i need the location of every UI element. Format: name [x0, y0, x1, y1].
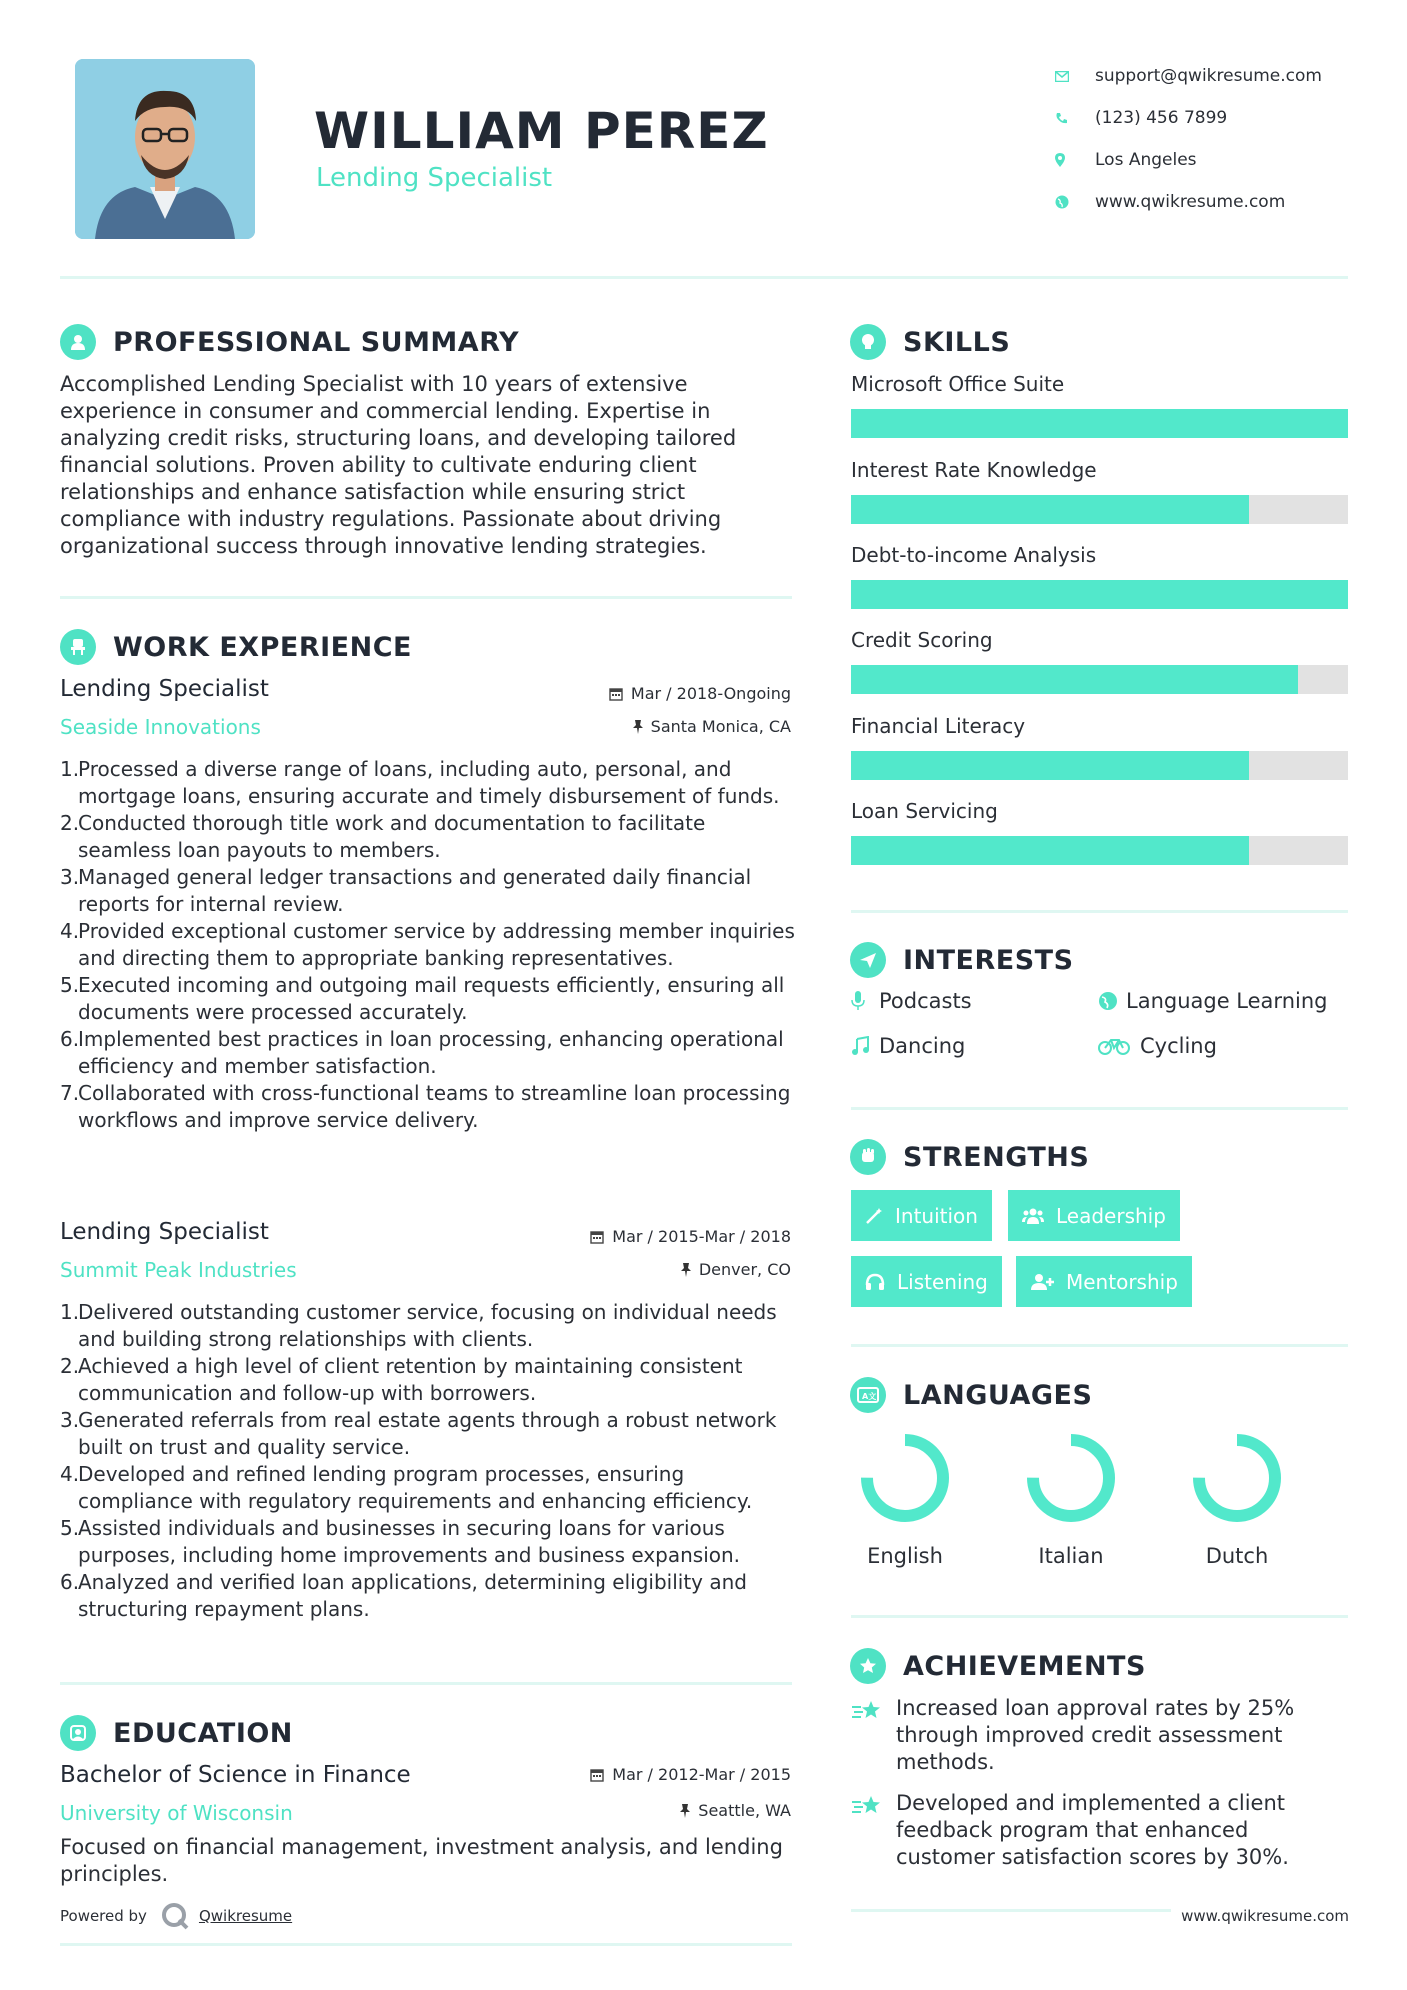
star-badge-icon [850, 1648, 886, 1684]
shooting-star-icon [851, 1695, 896, 1776]
svg-text:A文: A文 [862, 1392, 877, 1401]
skill-bar-fill [851, 495, 1249, 524]
skill-bar-fill [851, 580, 1348, 609]
languages-title: LANGUAGES [903, 1379, 1093, 1411]
header-divider [60, 276, 1348, 279]
experience-divider [60, 1682, 792, 1685]
job-2-company: Summit Peak Industries [60, 1258, 297, 1282]
list-item: 5. Assisted individuals and businesses in securing loans for various purposes, including home improvements and business expansion. [60, 1516, 741, 1567]
user-plus-icon [1030, 1273, 1054, 1291]
job-1-location-text: Santa Monica, CA [650, 717, 791, 736]
list-item: 6. Analyzed and verified loan applications, determining eligibility and structuring repayment plans. [60, 1570, 747, 1621]
pushpin-icon [633, 720, 643, 734]
interest-podcasts [851, 989, 972, 1013]
job-1-title: Lending Specialist [60, 676, 269, 702]
language-ring-arc [1199, 1440, 1275, 1516]
job-2-dates [491, 1227, 791, 1246]
education-location [491, 1801, 791, 1820]
skills-divider [851, 910, 1348, 913]
pushpin-icon [680, 1804, 690, 1818]
skill-label: Credit Scoring [851, 628, 993, 652]
achievement-item [851, 1790, 1321, 1871]
job-1-company: Seaside Innovations [60, 715, 261, 739]
powered-by-brand-link[interactable]: Qwikresume [198, 1907, 293, 1925]
achievement-text: Increased loan approval rates by 25% through improved credit assessment methods. [896, 1696, 1295, 1774]
language-dutch [1182, 1430, 1292, 1568]
skill-bar [851, 409, 1348, 438]
skill-bar-fill [851, 836, 1249, 865]
education-location-text: Seattle, WA [698, 1801, 791, 1820]
skill-bar-fill [851, 665, 1298, 694]
calendar-icon [590, 1768, 604, 1782]
degree: Bachelor of Science in Finance [60, 1762, 411, 1788]
job-2-location [491, 1260, 791, 1279]
footer-divider [60, 1943, 792, 1946]
qwikresume-logo-icon [159, 1900, 191, 1932]
languages-divider [851, 1615, 1348, 1618]
contact-phone-text: (123) 456 7899 [1095, 108, 1228, 128]
summary-title: PROFESSIONAL SUMMARY [113, 326, 520, 358]
skill-bar-fill [851, 409, 1348, 438]
skill-bar [851, 495, 1348, 524]
interests-heading [850, 942, 1074, 978]
calendar-icon [590, 1230, 604, 1244]
strength-chip-mentorship [1016, 1256, 1192, 1307]
language-ring-arc [867, 1440, 943, 1516]
globe-icon [1098, 991, 1126, 1011]
education-title: EDUCATION [113, 1717, 293, 1749]
skill-label: Interest Rate Knowledge [851, 458, 1097, 482]
strength-chip-listening [851, 1256, 1002, 1307]
strength-label: Leadership [1056, 1203, 1166, 1228]
language-label: Dutch [1205, 1544, 1269, 1568]
music-note-icon [851, 1036, 879, 1056]
strengths-heading [850, 1139, 1089, 1175]
headphones-icon [865, 1273, 885, 1291]
skills-title: SKILLS [903, 326, 1011, 358]
list-item: 1. Delivered outstanding customer service, focusing on individual needs and building strong relationships with clients. [60, 1300, 777, 1351]
job-1-dates [491, 684, 791, 703]
powered-by-label: Powered by [60, 1907, 147, 1925]
skill-bar [851, 751, 1348, 780]
bicycle-icon [1098, 1037, 1140, 1055]
interest-label: Language Learning [1126, 989, 1328, 1013]
achievements-title: ACHIEVEMENTS [903, 1650, 1146, 1682]
experience-title: WORK EXPERIENCE [113, 631, 412, 663]
language-ring [1189, 1430, 1285, 1526]
language-ring [857, 1430, 953, 1526]
microphone-icon [851, 991, 879, 1011]
job-2-title: Lending Specialist [60, 1219, 269, 1245]
graduate-icon [60, 1715, 96, 1751]
education-dates-text: Mar / 2012-Mar / 2015 [612, 1765, 791, 1784]
profile-photo [75, 59, 255, 239]
strength-label: Listening [897, 1269, 988, 1294]
paper-plane-icon [850, 942, 886, 978]
experience-heading [60, 629, 412, 665]
language-label: English [867, 1544, 943, 1568]
language-label: Italian [1038, 1544, 1104, 1568]
achievements-divider [851, 1909, 1171, 1912]
interest-label: Cycling [1140, 1034, 1217, 1058]
phone-icon [1055, 112, 1095, 125]
list-item: 3. Managed general ledger transactions and generated daily financial reports for internal review. [60, 865, 752, 916]
contact-phone[interactable] [1055, 97, 1385, 139]
interest-label: Podcasts [879, 989, 972, 1013]
strengths-title: STRENGTHS [903, 1141, 1090, 1173]
job-1-location [491, 717, 791, 736]
list-item: 2. Conducted thorough title work and documentation to facilitate seamless loan payouts to members. [60, 811, 706, 862]
shooting-star-icon [851, 1790, 896, 1871]
avatar-illustration [75, 59, 255, 239]
job-2-bullets [60, 1299, 796, 1623]
contact-email[interactable] [1055, 55, 1385, 97]
skill-bar [851, 580, 1348, 609]
contact-email-text: support@qwikresume.com [1095, 66, 1322, 86]
language-ring [1023, 1430, 1119, 1526]
contact-location [1055, 139, 1385, 181]
calendar-icon [609, 687, 623, 701]
interests-title: INTERESTS [903, 944, 1074, 976]
achievement-item [851, 1695, 1321, 1776]
footer-website-link[interactable]: www.qwikresume.com [1181, 1907, 1349, 1925]
interest-cycling [1098, 1034, 1217, 1058]
skill-label: Microsoft Office Suite [851, 372, 1065, 396]
skill-label: Financial Literacy [851, 714, 1026, 738]
interest-dancing [851, 1034, 965, 1058]
strengths-divider [851, 1344, 1348, 1347]
language-english [850, 1430, 960, 1568]
job-1-bullets [60, 756, 796, 1134]
skill-label: Debt-to-income Analysis [851, 543, 1097, 567]
languages-heading [850, 1377, 1092, 1413]
contact-list [1055, 55, 1385, 223]
magic-wand-icon [865, 1207, 883, 1225]
globe-icon [1055, 195, 1095, 209]
skills-heading [850, 324, 1010, 360]
language-ring-arc [1033, 1440, 1109, 1516]
list-item: 7. Collaborated with cross-functional teams to streamline loan processing workflows and improve service delivery. [60, 1081, 791, 1132]
candidate-name: WILLIAM PEREZ [314, 102, 769, 160]
strength-chip-intuition [851, 1190, 992, 1241]
list-item: 3. Generated referrals from real estate agents through a robust network built on trust and quality service. [60, 1408, 777, 1459]
envelope-icon [1055, 71, 1095, 82]
achievements-heading [850, 1648, 1146, 1684]
summary-heading [60, 324, 519, 360]
language-card-icon [850, 1377, 886, 1413]
list-item: 1. Processed a diverse range of loans, including auto, personal, and mortgage loans, ensuring accurate and timely disbursement of funds. [60, 757, 780, 808]
skill-label: Loan Servicing [851, 799, 998, 823]
interest-language-learning [1098, 989, 1327, 1013]
summary-text: Accomplished Lending Specialist with 10 years of extensive experience in consumer and commercial lending. Expertise in analyzing credit risks, structuring loans, and developing tailored financial solutions. Proven ability to cultivate enduring client relationships and enhance satisfaction while ensuring strict compliance with industry regulations. Passionate about driving organizational success through innovative lending strategies. [60, 372, 737, 558]
candidate-title: Lending Specialist [316, 163, 553, 193]
fist-icon [850, 1139, 886, 1175]
skill-bar [851, 665, 1348, 694]
pushpin-icon [681, 1263, 691, 1277]
users-icon [1022, 1207, 1044, 1225]
school: University of Wisconsin [60, 1801, 293, 1825]
list-item: 2. Achieved a high level of client retention by maintaining consistent communication and follow-up with borrowers. [60, 1354, 743, 1405]
job-2-location-text: Denver, CO [698, 1260, 791, 1279]
lightbulb-icon [850, 324, 886, 360]
job-1-dates-text: Mar / 2018-Ongoing [630, 684, 791, 703]
skill-bar-fill [851, 751, 1249, 780]
contact-website[interactable] [1055, 181, 1385, 223]
list-item: 5. Executed incoming and outgoing mail requests efficiently, ensuring all documents were processed accurately. [60, 973, 785, 1024]
strength-chip-leadership [1008, 1190, 1180, 1241]
list-item: 6. Implemented best practices in loan processing, enhancing operational efficiency and member satisfaction. [60, 1027, 784, 1078]
chair-icon [60, 629, 96, 665]
summary-divider [60, 596, 792, 599]
user-icon [60, 324, 96, 360]
achievement-text: Developed and implemented a client feedback program that enhanced customer satisfaction scores by 30%. [896, 1791, 1289, 1869]
contact-website-text: www.qwikresume.com [1095, 192, 1286, 212]
contact-location-text: Los Angeles [1095, 150, 1197, 170]
language-italian [1016, 1430, 1126, 1568]
skill-bar [851, 836, 1348, 865]
list-item: 4. Provided exceptional customer service by addressing member inquiries and directing them to appropriate banking representatives. [60, 919, 795, 970]
education-heading [60, 1715, 293, 1751]
interest-label: Dancing [879, 1034, 966, 1058]
strength-label: Mentorship [1066, 1269, 1178, 1294]
powered-by [60, 1900, 292, 1932]
education-description: Focused on financial management, investment analysis, and lending principles. [60, 1835, 783, 1886]
job-2-dates-text: Mar / 2015-Mar / 2018 [612, 1227, 791, 1246]
location-pin-icon [1055, 153, 1095, 167]
list-item: 4. Developed and refined lending program processes, ensuring compliance with regulatory requirements and enhancing efficiency. [60, 1462, 753, 1513]
strength-label: Intuition [895, 1203, 978, 1228]
interests-divider [851, 1107, 1348, 1110]
education-dates [491, 1765, 791, 1784]
